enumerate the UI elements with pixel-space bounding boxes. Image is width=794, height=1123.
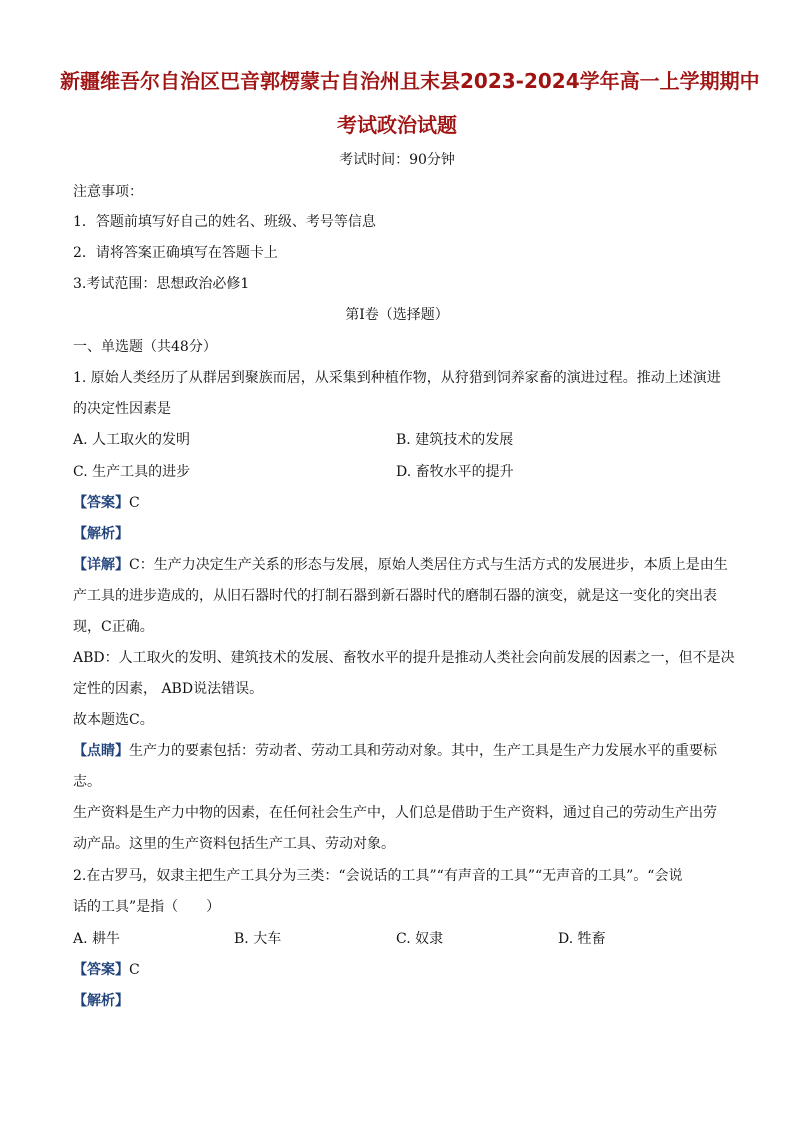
answer-value: C — [129, 962, 140, 978]
q1-option-c: C. 生产工具的进步 — [73, 464, 191, 480]
section-heading: 一、单选题（共48分） — [73, 339, 217, 355]
analysis-tag: 【解析】 — [73, 526, 129, 542]
q2-analysis-tag — [73, 991, 129, 1011]
point-tag: 【点睛】 — [73, 743, 129, 759]
answer-tag: 【答案】 — [73, 962, 129, 978]
q2-option-d: D. 牲畜 — [558, 931, 606, 947]
q2-answer — [73, 960, 140, 980]
q1-stem: 1. 原始人类经历了从群居到聚族而居，从采集到种植作物，从狩猎到饲养家畜的演进过程。推动上述演进 — [73, 370, 721, 386]
q2-option-a: A. 耕牛 — [73, 931, 121, 947]
q1-answer — [73, 493, 140, 513]
q2-option-c: C. 奴隶 — [396, 931, 444, 947]
q1-detail-cont: 现，C正确。 — [73, 619, 154, 635]
q1-detail-cont: 产工具的进步造成的，从旧石器时代的打制石器到新石器时代的磨制石器的演变，就是这一变化的突出表 — [73, 588, 717, 604]
point-text: 生产力的要素包括：劳动者、劳动工具和劳动对象。其中，生产工具是生产力发展水平的重要标 — [129, 743, 717, 759]
q1-means: 生产资料是生产力中物的因素，在任何社会生产中，人们总是借助于生产资料，通过自己的劳动生产出劳 — [73, 805, 717, 821]
note-item: 1．答题前填写好自己的姓名、班级、考号等信息 — [73, 214, 376, 230]
q1-point-cont: 志。 — [73, 774, 101, 790]
q1-abd-explain-cont: 定性的因素， ABD说法错误。 — [73, 681, 264, 697]
doc-title-line2: 考试政治试题 — [337, 113, 457, 137]
exam-time: 考试时间：90分钟 — [339, 152, 455, 168]
notes-header: 注意事项： — [73, 184, 143, 200]
q1-detail — [73, 555, 728, 575]
answer-tag: 【答案】 — [73, 495, 129, 511]
q1-choose: 故本题选C。 — [73, 712, 154, 728]
q1-analysis-tag — [73, 524, 129, 544]
answer-value: C — [129, 495, 140, 511]
q1-option-b: B. 建筑技术的发展 — [396, 432, 514, 448]
q1-point — [73, 741, 717, 761]
q2-stem-cont: 话的工具”是指（ ） — [73, 899, 221, 915]
doc-title-line1: 新疆维吾尔自治区巴音郭楞蒙古自治州且末县2023-2024学年高一上学期期中 — [60, 69, 760, 93]
q1-means-cont: 动产品。这里的生产资料包括生产工具、劳动对象。 — [73, 836, 395, 852]
detail-text: C：生产力决定生产关系的形态与发展，原始人类居住方式与生活方式的发展进步，本质上是由生 — [129, 557, 728, 573]
q1-abd-explain: ABD：人工取火的发明、建筑技术的发展、畜牧水平的提升是推动人类社会向前发展的因素之一，但不是决 — [73, 650, 735, 666]
volume-heading: 第I卷（选择题） — [345, 307, 449, 323]
analysis-tag: 【解析】 — [73, 993, 129, 1009]
note-item: 2．请将答案正确填写在答题卡上 — [73, 245, 278, 261]
q1-stem-cont: 的决定性因素是 — [73, 401, 171, 417]
detail-tag: 【详解】 — [73, 557, 129, 573]
q1-option-a: A. 人工取火的发明 — [73, 432, 191, 448]
q1-option-d: D. 畜牧水平的提升 — [396, 464, 514, 480]
q2-option-b: B. 大车 — [234, 931, 282, 947]
q2-stem: 2.在古罗马，奴隶主把生产工具分为三类：“会说话的工具”“有声音的工具”“无声音的工具”。“会说 — [73, 868, 683, 884]
note-item: 3.考试范围：思想政治必修1 — [73, 276, 250, 292]
